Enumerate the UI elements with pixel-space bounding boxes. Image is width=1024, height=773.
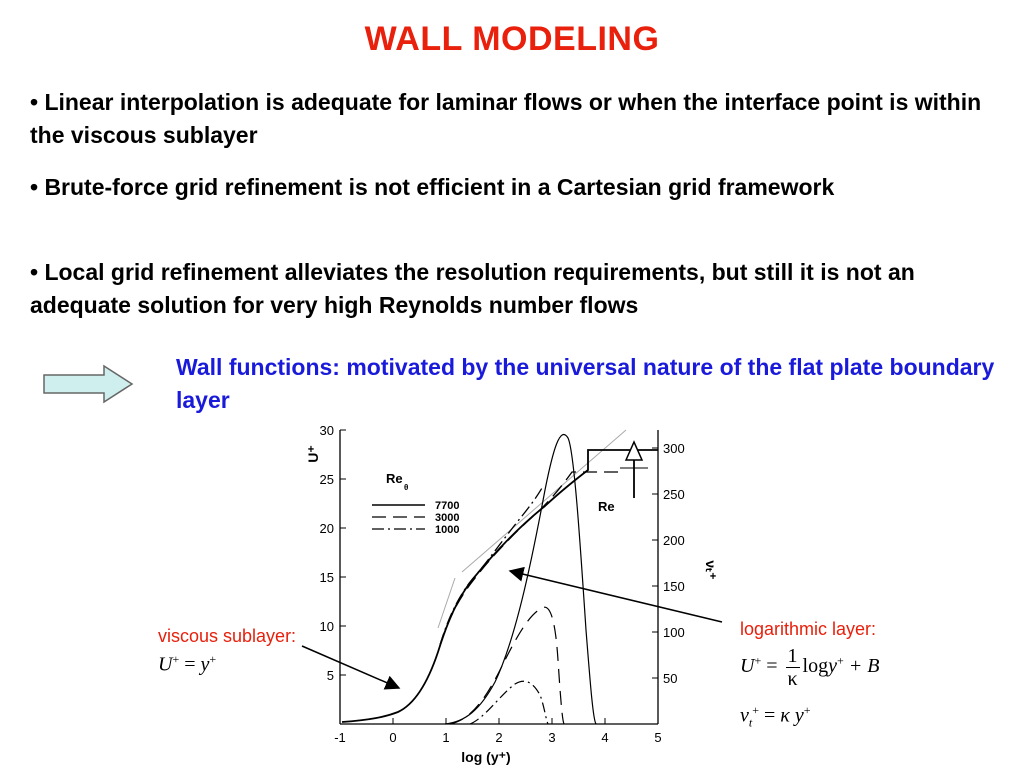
legend-entry: 3000	[435, 512, 460, 524]
x-tick-label: 1	[442, 730, 450, 745]
log-layer-arrow-icon	[510, 571, 722, 622]
legend-entry: 1000	[435, 524, 460, 536]
log-layer-label: logarithmic layer:	[740, 619, 877, 639]
bullet-brute-force-refinement: • Brute-force grid refinement is not efficient in a Cartesian grid framework	[30, 174, 835, 200]
x-tick-label: 5	[654, 730, 662, 745]
y-left-tick-label: 5	[326, 668, 334, 683]
log-layer-equation: U+ = $\frac{1}{\kappa}$ logy+ + B	[740, 645, 880, 690]
x-tick-label: -1	[334, 730, 346, 745]
legend-entry: 7700	[435, 500, 460, 512]
legend-title: Re	[386, 471, 403, 486]
legend-title-subscript: θ	[404, 483, 409, 492]
y-left-tick-label: 15	[319, 570, 334, 585]
viscous-sublayer-label: viscous sublayer:	[158, 626, 297, 646]
eddy-viscosity-equation: $\nu_t^+ = \kappa$ y+	[740, 703, 811, 730]
x-tick-label: 3	[548, 730, 556, 745]
x-axis-label: log (y⁺)	[461, 749, 511, 765]
y-left-tick-label: 20	[319, 521, 334, 536]
y-right-tick-label: 250	[663, 487, 685, 502]
wall-functions-note: Wall functions: motivated by the universal nature of the flat plate boundary layer	[176, 354, 995, 413]
y-right-tick-label: 300	[663, 441, 685, 456]
x-tick-label: 0	[389, 730, 397, 745]
viscous-sublayer-equation: U+ = y+	[158, 652, 217, 676]
y-left-tick-label: 10	[319, 619, 334, 634]
x-tick-label: 2	[495, 730, 503, 745]
slide-title: WALL MODELING	[364, 20, 660, 58]
re-arrow-label: Re	[598, 499, 615, 514]
viscous-sublayer-arrow-icon	[302, 646, 399, 688]
y-left-tick-label: 25	[319, 472, 334, 487]
y-right-tick-label: 100	[663, 625, 685, 640]
y-right-tick-label: 150	[663, 579, 685, 594]
bullet-linear-interpolation: • Linear interpolation is adequate for laminar flows or when the interface point is within the viscous sublayer	[30, 89, 982, 148]
y-left-axis-label: U⁺	[305, 445, 321, 463]
bullet-local-refinement: • Local grid refinement alleviates the resolution requirements, but still it is not an adequate solution for very high Reynolds number flows	[30, 259, 915, 318]
y-right-tick-label: 200	[663, 533, 685, 548]
y-right-tick-label: 50	[663, 671, 678, 686]
x-tick-label: 4	[601, 730, 609, 745]
y-right-axis-label: νₜ⁺	[703, 560, 719, 580]
y-left-tick-label: 30	[319, 423, 334, 438]
